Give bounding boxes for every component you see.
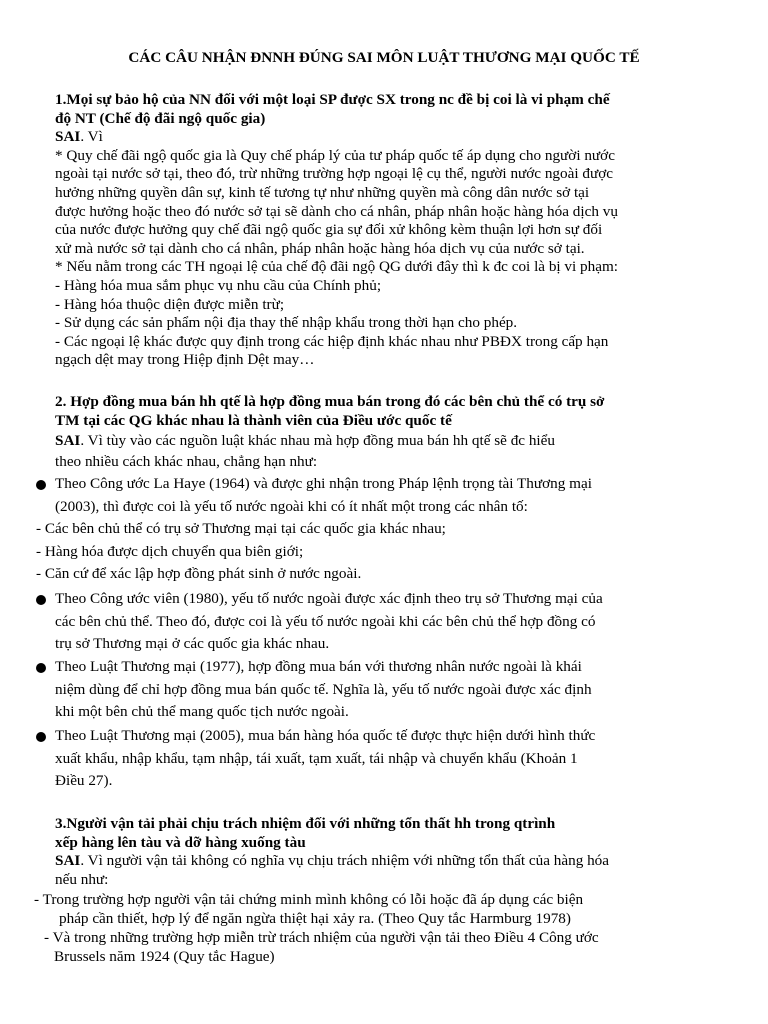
bullet-item <box>36 725 736 793</box>
bullet-item <box>36 473 736 518</box>
question-2 <box>55 393 755 472</box>
answer-1-line: - Hàng hóa thuộc diện được miễn trừ; <box>55 295 285 313</box>
bullet-line: niệm dùng để chỉ hợp đồng mua bán quốc tế. Nghĩa là, yếu tố nước ngoài được xác định <box>55 680 592 698</box>
answer-1-line: - Sử dụng các sản phẩm nội địa thay thế nhập khẩu trong thời hạn cho phép. <box>55 314 518 332</box>
question-3 <box>55 815 755 889</box>
answer-3-item-1 <box>34 891 744 928</box>
answer-2-rest: . Vì tùy vào các nguồn luật khác nhau mà hợp đồng mua bán hh qtế sẽ đc hiểu <box>80 432 555 450</box>
answer-3-item-line: pháp cần thiết, hợp lý để ngăn ngừa thiệt hại xảy ra. (Theo Quy tắc Harmburg 1978) <box>59 909 571 927</box>
answer-3-item-line: Brussels năm 1924 (Quy tắc Hague) <box>54 947 275 965</box>
bullet-dot <box>36 480 46 490</box>
question-1-line-2: độ NT (Chế độ đãi ngộ quốc gia) <box>55 109 266 127</box>
bullet-line: khi một bên chủ thể mang quốc tịch nước ngoài. <box>55 703 349 721</box>
dash-item: - Các bên chủ thể có trụ sở Thương mại tại các quốc gia khác nhau; <box>36 520 446 537</box>
answer-1-line: * Nếu nằm trong các TH ngoại lệ của chế độ đãi ngộ QG dưới đây thì k đc coi là bị vi phạm: <box>55 258 619 276</box>
answer-2-line-2: theo nhiều cách khác nhau, chẳng hạn như: <box>55 453 318 471</box>
bullet-dot <box>36 732 46 742</box>
dash-item: - Căn cứ để xác lập hợp đồng phát sinh ở nước ngoài. <box>36 565 362 583</box>
question-2-line-2: TM tại các QG khác nhau là thành viên của Điều ước quốc tế <box>55 411 452 429</box>
answer-1-label: SAI <box>55 128 81 146</box>
bullet-dot <box>36 595 46 605</box>
question-2-line-1: 2. Hợp đồng mua bán hh qtế là hợp đồng mua bán trong đó các bên chủ thể có trụ sở <box>55 393 605 410</box>
answer-1-verdict <box>55 128 755 147</box>
dash-list <box>36 518 446 586</box>
answer-2-verdict <box>55 430 755 451</box>
bullet-line: Theo Công ước La Haye (1964) và được ghi nhận trong Pháp lệnh trọng tài Thương mại <box>55 475 592 492</box>
bullet-dot <box>36 663 46 673</box>
document-title: CÁC CÂU NHẬN ĐNNH ĐÚNG SAI MÔN LUẬT THƯƠNG MẠI QUỐC TẾ <box>128 49 640 66</box>
answer-3-rest: . Vì người vận tải không có nghĩa vụ chịu trách nhiệm với những tổn thất của hàng hóa <box>80 852 610 870</box>
bullet-item <box>36 656 736 724</box>
answer-1-line: - Hàng hóa mua sắm phục vụ nhu cầu của Chính phủ; <box>55 276 382 294</box>
answer-3-item-line: - Trong trường hợp người vận tải chứng minh mình không có lỗi hoặc đã áp dụng các biện <box>34 891 584 908</box>
answer-3-verdict <box>55 852 755 871</box>
bullet-line: Theo Công ước viên (1980), yếu tố nước ngoài được xác định theo trụ sở Thương mại của <box>55 590 603 607</box>
answer-3-item-2 <box>44 929 754 966</box>
bullet-line: các bên chủ thể. Theo đó, được coi là yếu tố nước ngoài khi các bên chủ thể hợp đồng có <box>55 612 596 630</box>
answer-1-line: của nước được hưởng quy chế đãi ngộ quốc gia sự đối xử không kèm thuận lợi hơn sự đối <box>55 221 603 239</box>
question-1 <box>55 91 755 370</box>
answer-1-line: ngạch dệt may trong Hiệp định Dệt may… <box>55 351 315 369</box>
bullet-item <box>36 588 736 656</box>
answer-1-line: - Các ngoại lệ khác được quy định trong các hiệp định khác nhau như PBĐX trong cấp hạn <box>55 332 609 350</box>
answer-1-rest: . Vì <box>80 128 103 146</box>
bullet-line: xuất khẩu, nhập khẩu, tạm nhập, tái xuất, tạm xuất, tái nhập và chuyển khẩu (Khoản 1 <box>55 749 578 767</box>
question-3-line-1: 3.Người vận tải phải chịu trách nhiệm đối với những tổn thất hh trong qtrình <box>55 815 556 832</box>
bullet-line: Theo Luật Thương mại (2005), mua bán hàng hóa quốc tế được thực hiện dưới hình thức <box>55 727 596 744</box>
answer-2-label: SAI <box>55 432 81 450</box>
answer-1-line: hưởng những quyền dân sự, kinh tế tương tự như những quyền mà công dân nước sở tại <box>55 183 590 201</box>
answer-1-line: được hưởng hoặc theo đó nước sở tại sẽ dành cho cá nhân, pháp nhân hoặc hàng hóa dịch vụ <box>55 202 618 220</box>
answer-1-line: * Quy chế đãi ngộ quốc gia là Quy chế pháp lý của tư pháp quốc tế áp dụng cho người nước <box>55 146 615 164</box>
bullet-line: (2003), thì được coi là yếu tố nước ngoài khi có ít nhất một trong các nhân tố: <box>55 497 528 515</box>
dash-item: - Hàng hóa được dịch chuyển qua biên giới; <box>36 542 304 560</box>
answer-1-line: ngoài tại nước sở tại, theo đó, trừ những trường hợp ngoại lệ cụ thể, người nước ngoài được <box>55 165 613 183</box>
bullet-line: Điều 27). <box>55 772 113 790</box>
bullet-line: Theo Luật Thương mại (1977), hợp đồng mua bán với thương nhân nước ngoài là khái <box>55 658 582 675</box>
answer-3-item-line: - Và trong những trường hợp miễn trừ trách nhiệm của người vận tải theo Điều 4 Công ước <box>44 929 599 946</box>
answer-3-line-2: nếu như: <box>55 870 109 888</box>
bullet-line: trụ sở Thương mại ở các quốc gia khác nhau. <box>55 635 330 653</box>
answer-3-label: SAI <box>55 852 81 870</box>
answer-1-line: xử mà nước sở tại dành cho cá nhân, pháp nhân hoặc hàng hóa dịch vụ của nước sở tại. <box>55 239 585 257</box>
question-3-line-2: xếp hàng lên tàu và dỡ hàng xuống tàu <box>55 833 306 851</box>
question-1-line-1: 1.Mọi sự bảo hộ của NN đối với một loại SP được SX trong nc đề bị coi là vi phạm chế <box>55 91 610 108</box>
